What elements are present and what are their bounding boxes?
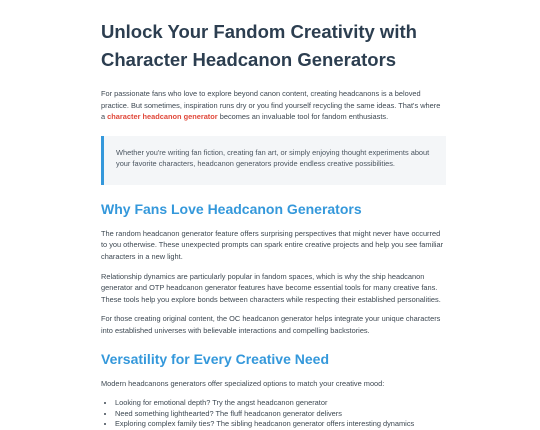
intro-paragraph: [101, 88, 446, 123]
why-paragraph-oc: For those creating original content, the OC headcanon generator helps integrate your unique characters into established universes with believable interactions and compelling backstories.: [101, 314, 441, 335]
intro-text-start: For passionate fans who love to explore beyond canon content, creating headcanons is a beloved practice. But sometimes, inspiration runs dry or you find yourself recycling the same ideas. That's where a: [101, 89, 441, 122]
list-item: • Looking for emotional depth? Try the angst headcanon generator: [115, 398, 446, 409]
versatility-intro: Modern headcanons generators offer specialized options to match your creative mood:: [101, 378, 385, 388]
callout-box: [101, 136, 446, 185]
intro-text-end: becomes an invaluable tool for fandom enthusiasts.: [217, 112, 389, 122]
article: [101, 18, 446, 430]
article-title: Unlock Your Fandom Creativity with Character Headcanon Generators: [101, 21, 417, 70]
callout-text: Whether you're writing fan fiction, creating fan art, or simply enjoying thought experiments about your favorite characters, headcanon generators provide endless creative possibilities.: [116, 147, 430, 169]
section-heading-versatility: Versatility for Every Creative Need: [101, 350, 330, 367]
generator-options-list: [101, 398, 446, 430]
list-item: • Exploring complex family ties? The sibling headcanon generator offers interesting dynamics: [115, 419, 446, 430]
why-paragraph-random: The random headcanon generator feature offers surprising perspectives that might never have occurred to you otherwise. These unexpected prompts can spark entire creative projects and help you see familiar characters in a new light.: [101, 228, 444, 261]
why-paragraph-relationships: Relationship dynamics are particularly popular in fandom spaces, which is why the ship headcanon generator and OTP headcanon generator features have become essential tools for many creative fans. These tools help you explore bonds between characters while respecting their established personalities.: [101, 271, 441, 304]
character-headcanon-generator-link[interactable]: character headcanon generator: [107, 112, 218, 122]
list-item: • Need something lighthearted? The fluff headcanon generator delivers: [115, 409, 446, 420]
section-heading-why: Why Fans Love Headcanon Generators: [101, 200, 362, 217]
